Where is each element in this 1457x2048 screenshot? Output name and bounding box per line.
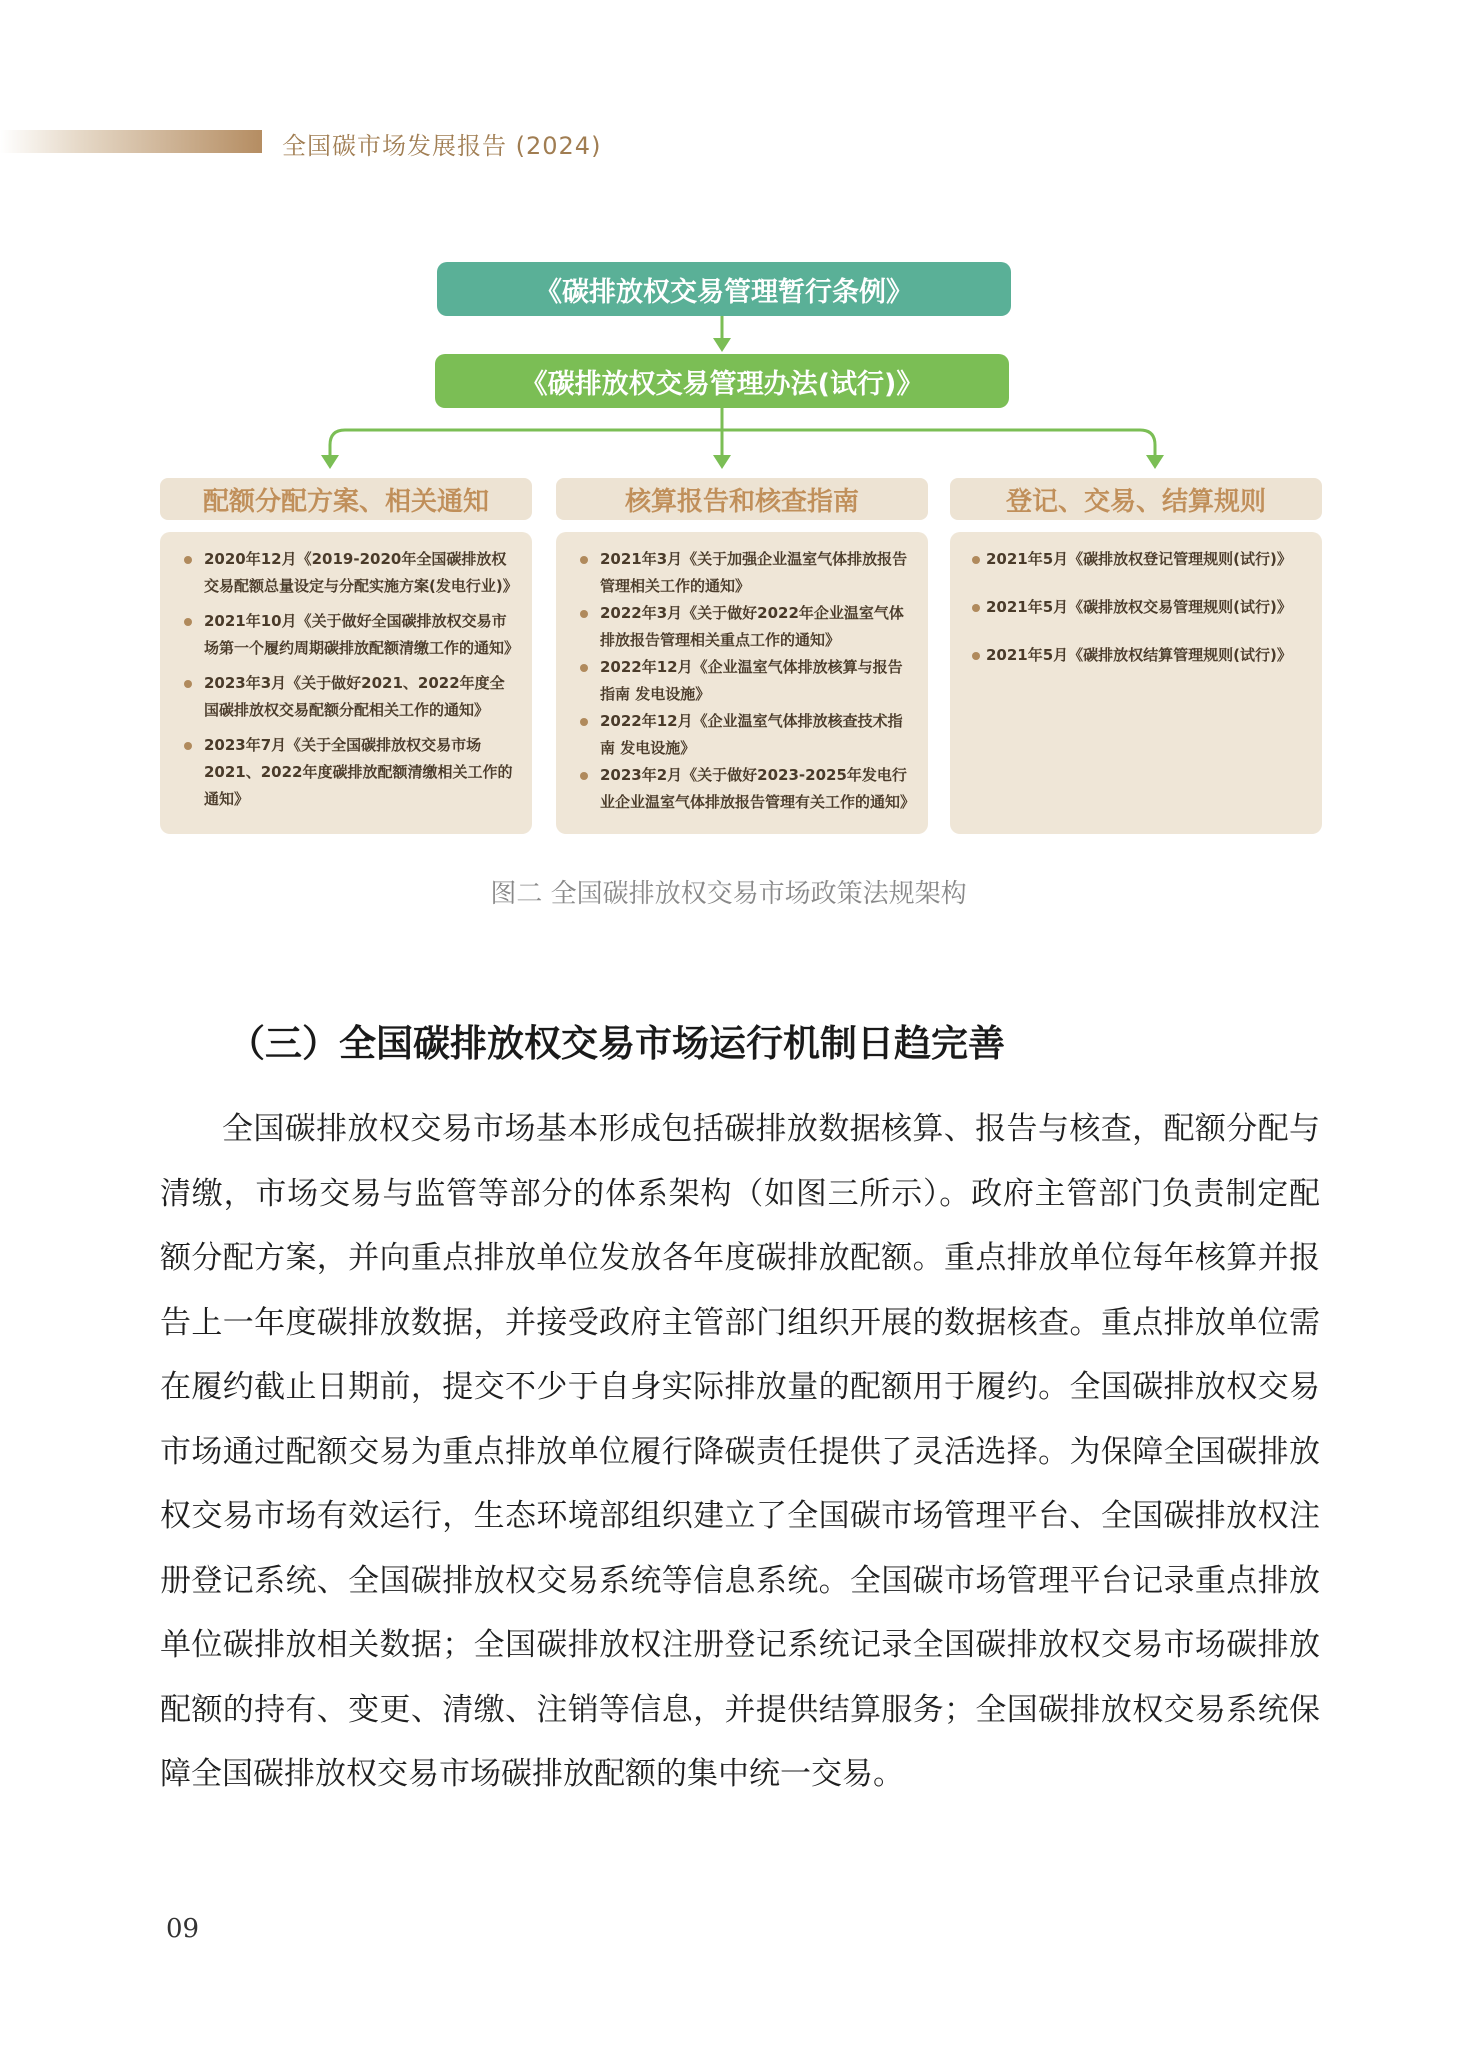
body-paragraph: 全国碳排放权交易市场基本形成包括碳排放数据核算、报告与核查，配额分配与清缴，市场交易与监管等部分的体系架构（如图三所示）。政府主管部门负责制定配额分配方案，并向重点排放单位发放各年度碳排放配额。重点排放单位每年核算并报告上一年度碳排放数据，并接受政府主管部门组织开展的数据核查。重点排放单位需在履约截止日期前，提交不少于自身实际排放量的配额用于履约。全国碳排放权交易市场通过配额交易为重点排放单位履行降碳责任提供了灵活选择。为保障全国碳排放权交易市场有效运行，生态环境部组织建立了全国碳市场管理平台、全国碳排放权注册登记系统、全国碳排放权交易系统等信息系统。全国碳市场管理平台记录重点排放单位碳排放相关数据；全国碳排放权注册登记系统记录全国碳排放权交易市场碳排放配额的持有、变更、清缴、注销等信息，并提供结算服务；全国碳排放权交易系统保障全国碳排放权交易市场碳排放配额的集中统一交易。 xyxy=(160,1111,1320,1792)
arrowhead-left xyxy=(321,455,339,469)
running-header-title: 全国碳市场发展报告 (2024) xyxy=(282,132,602,160)
column-heading-reporting: 核算报告和核查指南 xyxy=(556,478,928,520)
regulation-mid-box: 《碳排放权交易管理办法(试行)》 xyxy=(435,354,1009,408)
arrowhead-center xyxy=(713,455,731,469)
list-item: 2021年5月《碳排放权交易管理规则(试行)》 xyxy=(972,594,1308,621)
list-item: 2020年12月《2019-2020年全国碳排放权交易配额总量设定与分配实施方案(发电行业)》 xyxy=(182,546,518,600)
connector-mid-to-right xyxy=(722,430,1155,458)
list-item: 2021年5月《碳排放权结算管理规则(试行)》 xyxy=(972,642,1308,669)
column-heading-trading-rules: 登记、交易、结算规则 xyxy=(950,478,1322,520)
list-item: 2021年10月《关于做好全国碳排放权交易市场第一个履约周期碳排放配额清缴工作的通知》 xyxy=(182,608,518,662)
column-heading-allocation: 配额分配方案、相关通知 xyxy=(160,478,532,520)
list-item: 2023年2月《关于做好2023-2025年发电行业企业温室气体排放报告管理有关工作的通知》 xyxy=(578,762,914,816)
list-item: 2022年3月《关于做好2022年企业温室气体排放报告管理相关重点工作的通知》 xyxy=(578,600,914,654)
column-body-reporting xyxy=(556,532,928,834)
list-item: 2021年5月《碳排放权登记管理规则(试行)》 xyxy=(972,546,1308,573)
policy-framework-diagram xyxy=(0,0,1457,909)
list-item: 2022年12月《企业温室气体排放核算与报告指南 发电设施》 xyxy=(578,654,914,708)
list-item: 2022年12月《企业温室气体排放核查技术指南 发电设施》 xyxy=(578,708,914,762)
regulation-top-box: 《碳排放权交易管理暂行条例》 xyxy=(437,262,1011,316)
list-item: 2023年3月《关于做好2021、2022年度全国碳排放权交易配额分配相关工作的通知》 xyxy=(182,670,518,724)
column-body-allocation xyxy=(160,532,532,834)
page-number: 09 xyxy=(166,1914,200,1944)
figure-caption: 图二 全国碳排放权交易市场政策法规架构 xyxy=(490,879,967,909)
connector-mid-to-left xyxy=(330,430,722,458)
section-heading: （三）全国碳排放权交易市场运行机制日趋完善 xyxy=(228,1021,1005,1065)
arrowhead-mid xyxy=(713,338,731,352)
column-body-trading-rules xyxy=(950,532,1322,834)
list-item: 2021年3月《关于加强企业温室气体排放报告管理相关工作的通知》 xyxy=(578,546,914,600)
list-item: 2023年7月《关于全国碳排放权交易市场2021、2022年度碳排放配额清缴相关工作的通知》 xyxy=(182,732,518,813)
arrowhead-right xyxy=(1146,455,1164,469)
